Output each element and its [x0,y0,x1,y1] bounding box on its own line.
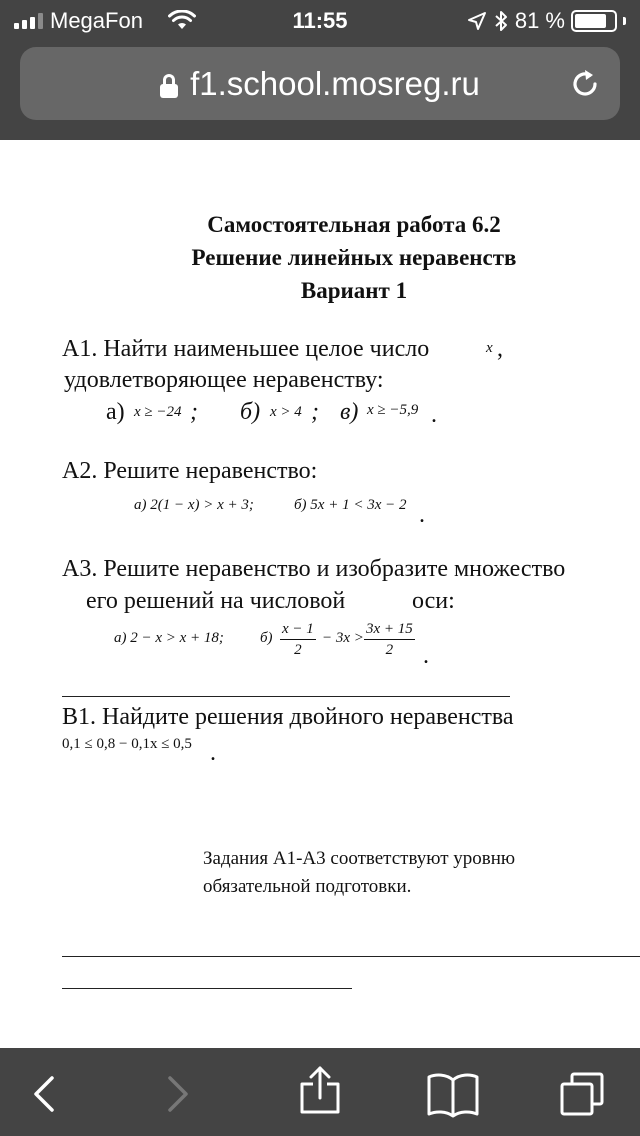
tabs-icon[interactable] [558,1070,606,1118]
a3-line2-part1: его решений на числовой [86,588,346,614]
battery-level [575,14,606,28]
document-page [0,140,640,1048]
battery-tip [623,17,626,25]
a3-middle: − 3x > [322,630,364,646]
a1-opt-b-expr: x > 4 [270,404,302,420]
browser-toolbar [0,1048,640,1136]
a1-opt-a-label: а) [106,399,125,425]
share-icon[interactable] [296,1066,344,1114]
a3-fraction-1-denominator: 2 [294,642,302,658]
doc-title-line1: Самостоятельная работа 6.2 [207,212,501,237]
location-arrow-icon [467,11,487,31]
a3-fraction-2-denominator: 2 [385,642,394,658]
doc-title-line3: Вариант 1 [300,278,408,303]
battery-icon [571,10,617,32]
reload-icon[interactable] [568,67,602,101]
a3-opt-b-label: б) [260,630,273,646]
footer-rule-1 [62,956,640,957]
url-text: f1.school.mosreg.ru [190,64,480,102]
a3-fraction-1 [280,620,316,660]
a2-opt-b: б) 5x + 1 < 3x − 2 [294,497,407,513]
a3-line1: А3. Решите неравенство и изобразите множество [62,556,566,582]
a1-opt-a-expr: x ≥ −24 [134,404,182,420]
a2-opt-a: а) 2(1 − x) > x + 3; [134,497,254,513]
a1-opt-c-label: в) [340,399,359,425]
a3-line2-part2: оси: [412,588,455,614]
battery-percent: 81 % [514,8,565,33]
doc-title-line2: Решение линейных неравенств [191,245,517,270]
a3-end: . [423,643,429,669]
back-icon[interactable] [22,1070,70,1118]
status-time: 11:55 [292,8,348,33]
a1-opt-a-sep: ; [190,399,198,425]
a2-line1: А2. Решите неравенство: [62,458,318,484]
lock-icon [160,74,178,98]
bluetooth-icon [493,9,509,33]
a1-opt-c-expr: x ≥ −5,9 [367,402,419,418]
a1-end: . [431,402,437,428]
a1-comma: , [497,336,503,362]
b1-end: . [210,740,216,766]
b1-line1: В1. Найдите решения двойного неравенства [62,704,514,730]
a1-var: x [486,340,493,356]
bookmarks-icon[interactable] [426,1070,480,1118]
url-bar[interactable] [20,47,620,120]
note-line1: Задания А1-А3 соответствуют уровню [203,848,516,869]
browser-top-chrome [0,0,640,140]
a3-fraction-2-numerator: 3x + 15 [364,620,415,640]
a1-line1: А1. Найти наименьшее целое число [62,336,430,362]
a1-opt-b-label: б) [240,399,261,425]
a3-fraction-1-numerator: x − 1 [280,620,316,640]
a1-opt-b-sep: ; [311,399,319,425]
a3-opt-a: а) 2 − x > x + 18; [114,630,224,646]
a3-fraction-2 [364,620,415,660]
b1-expr: 0,1 ≤ 0,8 − 0,1x ≤ 0,5 [62,736,192,752]
note-line2: обязательной подготовки. [203,876,412,897]
footer-rule-2 [62,988,352,989]
forward-icon[interactable] [152,1070,200,1118]
a2-end: . [419,502,425,528]
divider-line [62,696,510,697]
status-bar [0,0,640,40]
a1-line2: удовлетворяющее неравенству: [64,367,384,393]
carrier-name: MegaFon [50,8,143,33]
